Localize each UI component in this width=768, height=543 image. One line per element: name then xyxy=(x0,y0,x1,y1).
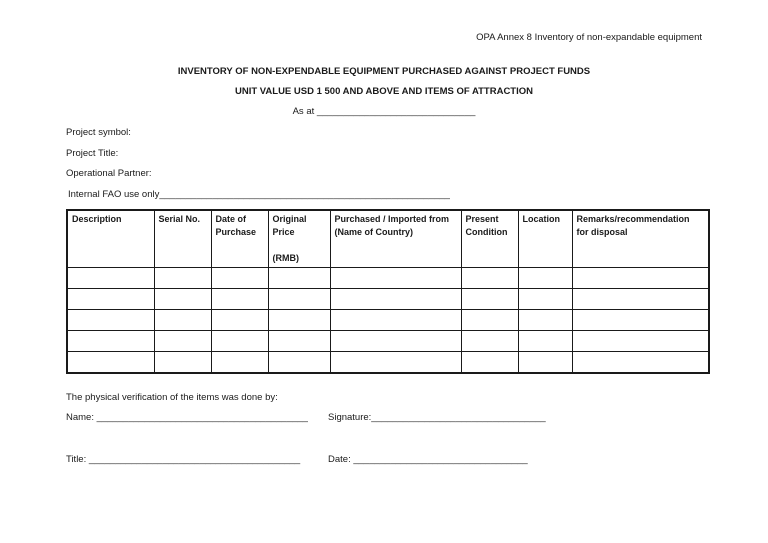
internal-fao-use-line: Internal FAO use only_______________________________________________________ xyxy=(68,189,450,200)
operational-partner-label: Operational Partner: xyxy=(66,168,152,179)
table-cell[interactable] xyxy=(518,310,572,331)
table-cell[interactable] xyxy=(330,289,461,310)
table-cell[interactable] xyxy=(268,268,330,289)
column-header-purchased-from: Purchased / Imported from (Name of Country) xyxy=(330,210,461,268)
table-cell[interactable] xyxy=(154,331,211,352)
table-cell[interactable] xyxy=(154,310,211,331)
table-cell[interactable] xyxy=(330,331,461,352)
as-at-line: As at ______________________________ xyxy=(292,106,476,117)
project-title-label: Project Title: xyxy=(66,148,119,159)
table-cell[interactable] xyxy=(211,289,268,310)
table-cell[interactable] xyxy=(268,352,330,374)
table-cell[interactable] xyxy=(330,268,461,289)
table-header-row xyxy=(67,210,709,268)
annex-note: OPA Annex 8 Inventory of non-expandable equipment xyxy=(476,32,702,43)
table-cell[interactable] xyxy=(211,268,268,289)
column-header-location: Location xyxy=(518,210,572,268)
table-cell[interactable] xyxy=(154,268,211,289)
table-cell[interactable] xyxy=(268,289,330,310)
table-cell[interactable] xyxy=(330,310,461,331)
table-cell[interactable] xyxy=(461,352,518,374)
table-cell[interactable] xyxy=(572,289,709,310)
table-cell[interactable] xyxy=(211,310,268,331)
table-cell[interactable] xyxy=(461,310,518,331)
table-row xyxy=(67,352,709,374)
table-cell[interactable] xyxy=(572,352,709,374)
title-field[interactable]: Title: ________________________________________ xyxy=(66,454,301,465)
table-cell[interactable] xyxy=(330,352,461,374)
project-symbol-label: Project symbol: xyxy=(66,127,131,138)
table-cell[interactable] xyxy=(572,310,709,331)
table-cell[interactable] xyxy=(67,331,154,352)
table-row xyxy=(67,310,709,331)
table-cell[interactable] xyxy=(67,352,154,374)
table-cell[interactable] xyxy=(67,268,154,289)
table-row xyxy=(67,268,709,289)
table-cell[interactable] xyxy=(461,268,518,289)
column-header-present-condition: Present Condition xyxy=(461,210,518,268)
table-cell[interactable] xyxy=(518,331,572,352)
inventory-table xyxy=(66,209,710,374)
name-field[interactable]: Name: ________________________________________ xyxy=(66,412,308,423)
column-header-description: Description xyxy=(67,210,154,268)
column-header-remarks: Remarks/recommendation for disposal xyxy=(572,210,709,268)
date-field[interactable]: Date: _________________________________ xyxy=(328,454,528,465)
table-cell[interactable] xyxy=(211,352,268,374)
table-cell[interactable] xyxy=(518,289,572,310)
table-cell[interactable] xyxy=(518,352,572,374)
table-cell[interactable] xyxy=(572,331,709,352)
column-header-date-of-purchase: Date of Purchase xyxy=(211,210,268,268)
column-header-original-price: Original Price (RMB) xyxy=(268,210,330,268)
table-cell[interactable] xyxy=(211,331,268,352)
table-cell[interactable] xyxy=(268,310,330,331)
verification-statement: The physical verification of the items was done by: xyxy=(66,392,278,403)
signature-field[interactable]: Signature:_________________________________ xyxy=(328,412,546,423)
table-cell[interactable] xyxy=(461,331,518,352)
table-cell[interactable] xyxy=(268,331,330,352)
form-subtitle: UNIT VALUE USD 1 500 AND ABOVE AND ITEMS OF ATTRACTION xyxy=(234,86,534,97)
table-cell[interactable] xyxy=(461,289,518,310)
form-title: INVENTORY OF NON-EXPENDABLE EQUIPMENT PURCHASED AGAINST PROJECT FUNDS xyxy=(177,66,591,77)
table-cell[interactable] xyxy=(67,289,154,310)
table-cell[interactable] xyxy=(154,352,211,374)
table-cell[interactable] xyxy=(67,310,154,331)
column-header-serial-no: Serial No. xyxy=(154,210,211,268)
table-cell[interactable] xyxy=(154,289,211,310)
table-row xyxy=(67,331,709,352)
table-cell[interactable] xyxy=(572,268,709,289)
table-row xyxy=(67,289,709,310)
table-cell[interactable] xyxy=(518,268,572,289)
